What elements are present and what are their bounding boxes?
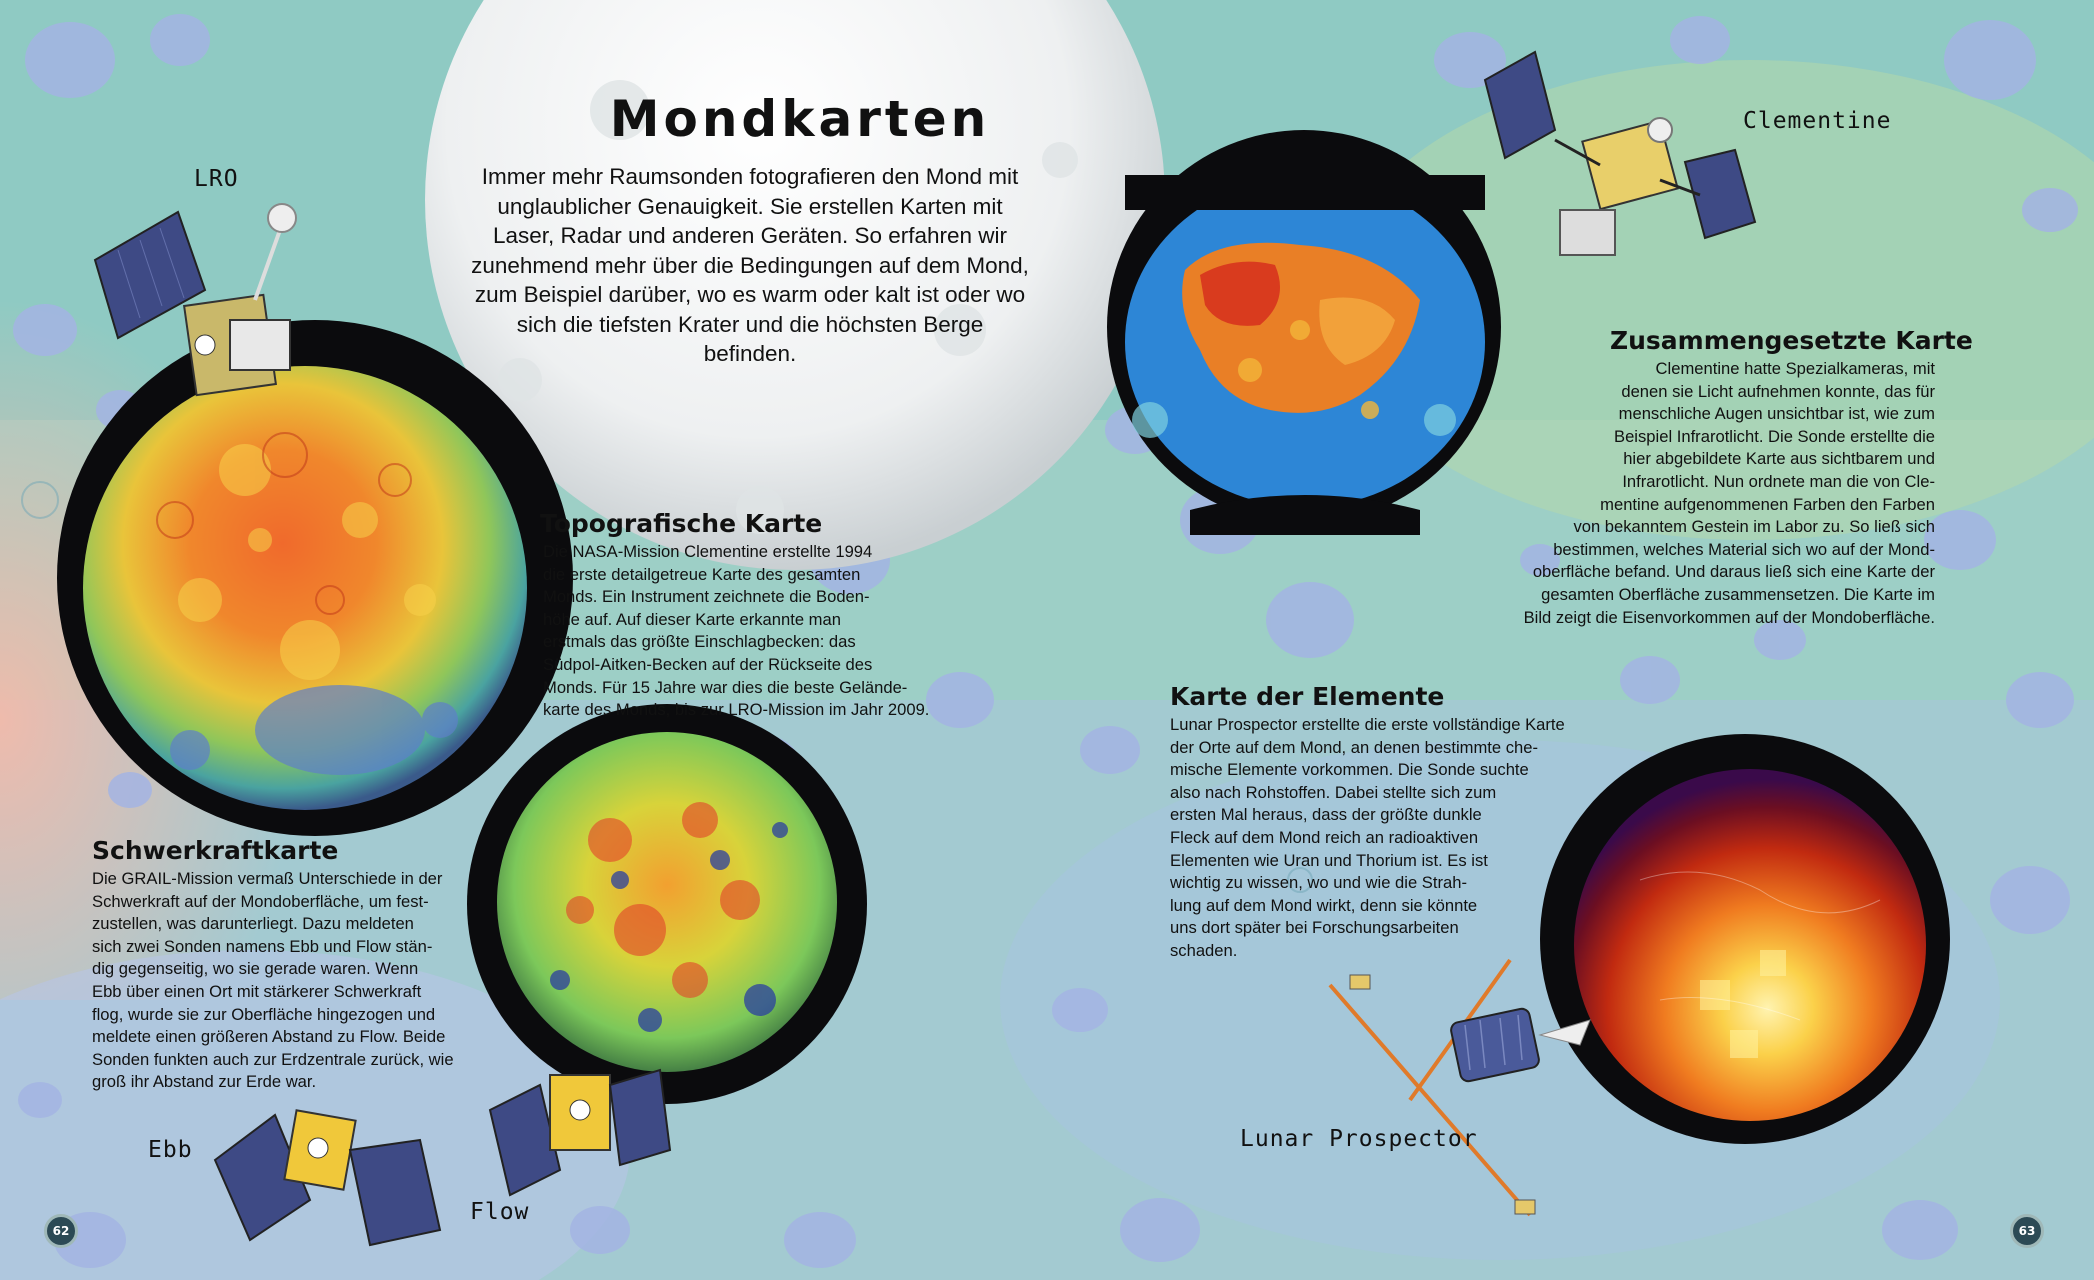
topo-text — [543, 541, 953, 722]
text-line: Ebb über einen Ort mit stärkerer Schwerkraft — [92, 981, 422, 1001]
label-clementine: Clementine — [1743, 108, 1892, 134]
page-number-right: 63 — [2010, 1214, 2044, 1248]
text-line: Die NASA-Mission Clementine erstellte 1994 — [543, 542, 873, 561]
text-line: erstmals das größte Einschlagbecken: das — [543, 632, 856, 652]
label-ebb: Ebb — [148, 1137, 193, 1163]
text-line: Lunar Prospector erstellte die erste vollständige Karte — [1170, 715, 1565, 734]
gravity-heading: Schwerkraftkarte — [92, 836, 339, 865]
text-line: gesamten Oberfläche zusammensetzen. Die Karte im — [1541, 584, 1935, 604]
text-line: Die GRAIL-Mission vermaß Unterschiede in der — [92, 869, 443, 888]
text-line: mische Elemente vorkommen. Die Sonde suchte — [1170, 760, 1529, 780]
text-line: hier abgebildete Karte aus sichtbarem und — [1623, 449, 1935, 469]
text-line: von bekanntem Gestein im Labor zu. So ließ sich — [1573, 517, 1935, 537]
text-line: Monds. Ein Instrument zeichnete die Boden- — [543, 587, 870, 607]
text-line: der Orte auf dem Mond, an denen bestimmte che- — [1170, 737, 1539, 757]
label-lunar-prospector: Lunar Prospector — [1240, 1126, 1478, 1152]
text-line: wichtig zu wissen, wo und wie die Strah- — [1170, 873, 1467, 893]
text-line: Schwerkraft auf der Mondoberfläche, um fest- — [92, 891, 429, 911]
topo-heading: Topografische Karte — [540, 509, 823, 538]
composite-heading: Zusammengesetzte Karte — [1610, 326, 1973, 355]
text-line: lung auf dem Mond wirkt, denn sie könnte — [1170, 895, 1478, 915]
gravity-text — [92, 868, 522, 1094]
intro-paragraph: Immer mehr Raumsonden fotografieren den Mond mit unglaublicher Genauigkeit. Sie erstellen Karten mit Laser, Radar und anderen Geräten. So erfahren wir zunehmend mehr über die Bedingungen auf dem Mond, zum Beispiel darüber, wo es warm oder kalt ist oder wo sich die tiefsten Krater und die höchsten Berge befinden. — [471, 164, 1029, 366]
text-line: also nach Rohstoffen. Dabei stellte sich zum — [1170, 782, 1497, 802]
text-line: Sonden funkten auch zur Erdzentrale zurück, wie — [92, 1049, 454, 1069]
page-number-left: 62 — [44, 1214, 78, 1248]
text-line: uns dort später bei Forschungsarbeiten — [1170, 918, 1459, 938]
text-line: dig gegenseitig, wo sie gerade waren. Wenn — [92, 959, 419, 979]
text-line: groß ihr Abstand zur Erde war. — [92, 1072, 317, 1092]
label-flow: Flow — [470, 1199, 530, 1225]
text-line: flog, wurde sie zur Oberfläche hingezogen und — [92, 1004, 436, 1024]
text-line: schaden. — [1170, 940, 1238, 960]
text-line: sich zwei Sonden namens Ebb und Flow stän- — [92, 936, 433, 956]
elements-heading: Karte der Elemente — [1170, 682, 1445, 711]
text-line: die erste detailgetreue Karte des gesamten — [543, 564, 861, 584]
text-line: bestimmen, welches Material sich wo auf der Mond- — [1553, 539, 1935, 559]
text-line: menschliche Augen unsichtbar ist, wie zum — [1618, 404, 1935, 424]
text-line: Südpol-Aitken-Becken auf der Rückseite des — [543, 654, 873, 674]
text-line: zustellen, was darunterliegt. Dazu meldeten — [92, 914, 414, 934]
text-line: Bild zeigt die Eisenvorkommen auf der Mondoberfläche. — [1523, 607, 1935, 627]
text-line: höhe auf. Auf dieser Karte erkannte man — [543, 609, 841, 629]
text-line: Elementen wie Uran und Thorium ist. Es ist — [1170, 850, 1488, 870]
text-line: Clementine hatte Spezialkameras, mit — [1655, 359, 1935, 378]
text-line: Beispiel Infrarotlicht. Die Sonde erstellte die — [1614, 426, 1935, 446]
text-line: karte des Monds, bis zur LRO-Mission im Jahr 2009. — [543, 700, 930, 720]
elements-text — [1170, 714, 1610, 963]
text-line: Infrarotlicht. Nun ordnete man die von Cle- — [1622, 471, 1935, 491]
text-line: mentine aufgenommenen Farben den Farben — [1600, 494, 1935, 514]
text-line: meldete einen größeren Abstand zu Flow. Beide — [92, 1027, 446, 1047]
text-line: denen sie Licht aufnehmen konnte, das für — [1621, 381, 1935, 401]
label-lro: LRO — [194, 166, 239, 192]
text-line: Monds. Für 15 Jahre war dies die beste Gelände- — [543, 677, 908, 697]
page-title: Mondkarten — [609, 90, 991, 148]
text-line: Fleck auf dem Mond reich an radioaktiven — [1170, 827, 1479, 847]
composite-text — [1430, 358, 1935, 629]
text-line: oberfläche befand. Und daraus ließ sich eine Karte der — [1532, 562, 1935, 582]
text-line: ersten Mal heraus, dass der größte dunkle — [1170, 805, 1482, 825]
